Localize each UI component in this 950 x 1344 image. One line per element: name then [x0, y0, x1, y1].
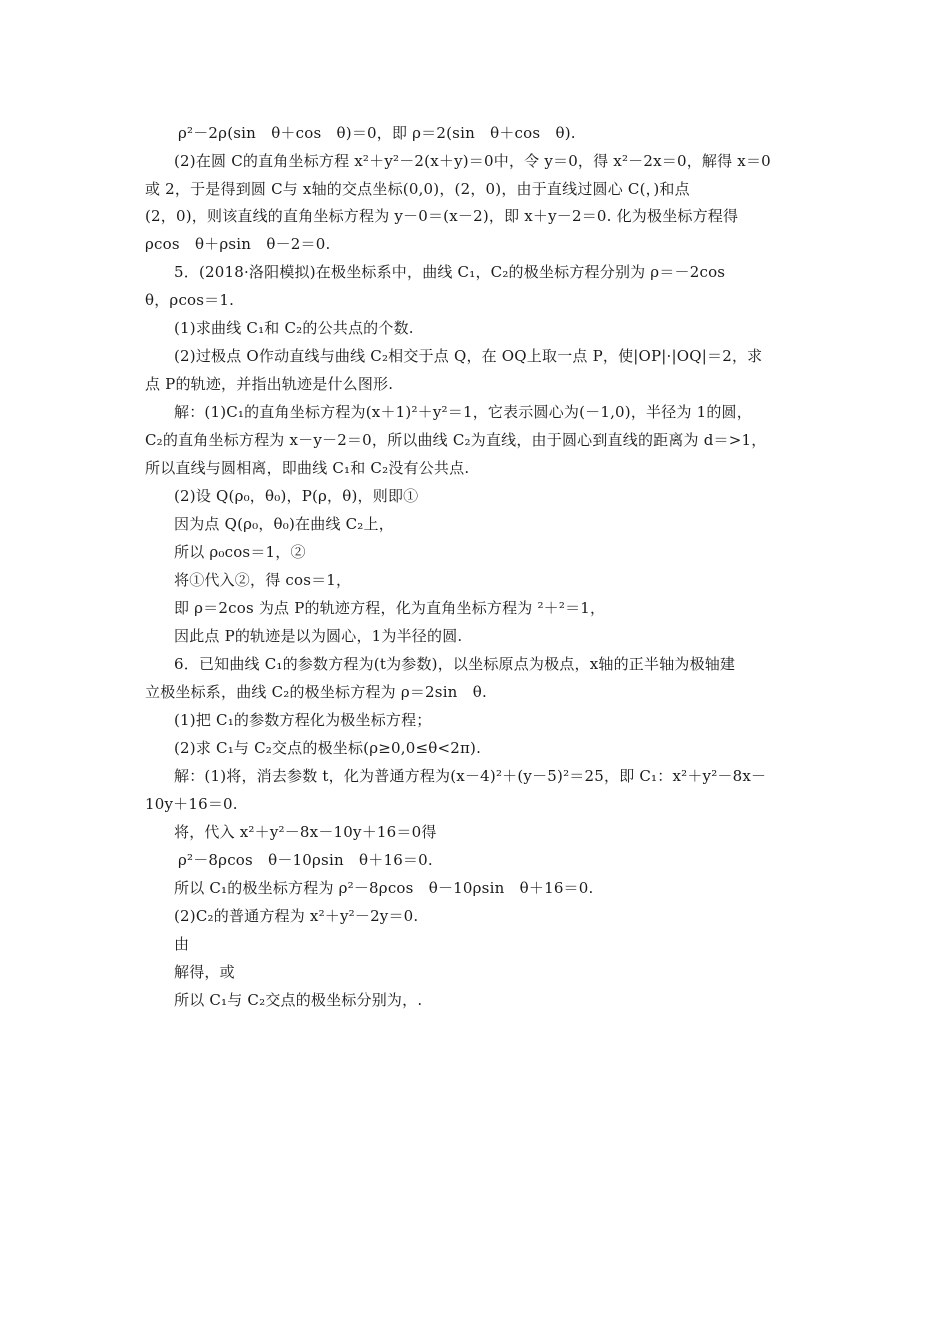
- text-line: 或 2，于是得到圆 C与 x轴的交点坐标(0,0)，(2，0)，由于直线过圆心 C(，)和点: [145, 180, 690, 198]
- text-line: 所以 C₁的极坐标方程为 ρ²－8ρcos θ－10ρsin θ＋16＝0.: [174, 879, 594, 897]
- text-line: 点 P的轨迹，并指出轨迹是什么图形.: [145, 375, 394, 393]
- text-line: (1)把 C₁的参数方程化为极坐标方程；: [174, 711, 432, 729]
- text-line: ρcos θ＋ρsin θ－2＝0.: [145, 235, 331, 253]
- text-line: 10y＋16＝0.: [145, 795, 238, 813]
- text-line: 6．已知曲线 C₁的参数方程为(t为参数)，以坐标原点为极点，x轴的正半轴为极轴建: [174, 655, 736, 673]
- text-line: 因此点 P的轨迹是以为圆心，1为半径的圆.: [174, 627, 463, 645]
- text-line: (2)过极点 O作动直线与曲线 C₂相交于点 Q，在 OQ上取一点 P，使|OP|·|OQ|＝2，求: [174, 347, 763, 365]
- text-line: 解：(1)C₁的直角坐标方程为(x＋1)²＋y²＝1，它表示圆心为(－1,0)，半径为 1的圆，: [174, 403, 752, 421]
- text-line: (2)求 C₁与 C₂交点的极坐标(ρ≥0,0≤θ<2π).: [174, 739, 482, 757]
- text-line: 解得，或: [174, 963, 235, 981]
- text-line: 立极坐标系，曲线 C₂的极坐标方程为 ρ＝2sin θ.: [145, 683, 487, 701]
- text-line: 将，代入 x²＋y²－8x－10y＋16＝0得: [174, 823, 437, 841]
- text-line: (2，0)，则该直线的直角坐标方程为 y－0＝(x－2)，即 x＋y－2＝0. 化为极坐标方程得: [145, 207, 739, 225]
- text-line: 将①代入②，得 cos＝1，: [174, 571, 352, 589]
- text-line: 所以 ρ₀cos＝1，②: [174, 543, 306, 561]
- text-line: 所以 C₁与 C₂交点的极坐标分别为，.: [174, 991, 423, 1009]
- text-line: 即 ρ＝2cos 为点 P的轨迹方程，化为直角坐标方程为 ²＋²＝1，: [174, 599, 606, 617]
- text-line: 所以直线与圆相离，即曲线 C₁和 C₂没有公共点.: [145, 459, 470, 477]
- text-line: 5．(2018·洛阳模拟)在极坐标系中，曲线 C₁，C₂的极坐标方程分别为 ρ＝－2cos: [174, 263, 726, 281]
- text-line: 由: [174, 935, 190, 953]
- text-line: ρ²－8ρcos θ－10ρsin θ＋16＝0.: [178, 851, 433, 869]
- text-line: ρ²－2ρ(sin θ＋cos θ)＝0，即 ρ＝2(sin θ＋cos θ).: [178, 124, 576, 142]
- text-line: (1)求曲线 C₁和 C₂的公共点的个数.: [174, 319, 414, 337]
- text-line: (2)设 Q(ρ₀，θ₀)，P(ρ，θ)，则即①: [174, 487, 419, 505]
- text-line: (2)在圆 C的直角坐标方程 x²＋y²－2(x＋y)＝0中，令 y＝0，得 x²－2x＝0，解得 x＝0: [174, 152, 771, 170]
- text-line: (2)C₂的普通方程为 x²＋y²－2y＝0.: [174, 907, 419, 925]
- text-line: 因为点 Q(ρ₀，θ₀)在曲线 C₂上，: [174, 515, 394, 533]
- text-line: 解：(1)将，消去参数 t，化为普通方程为(x－4)²＋(y－5)²＝25，即 C₁：x²＋y²－8x－: [174, 767, 767, 785]
- text-line: C₂的直角坐标方程为 x－y－2＝0，所以曲线 C₂为直线，由于圆心到直线的距离为 d＝>1，: [145, 431, 767, 449]
- text-line: θ，ρcos＝1.: [145, 291, 235, 309]
